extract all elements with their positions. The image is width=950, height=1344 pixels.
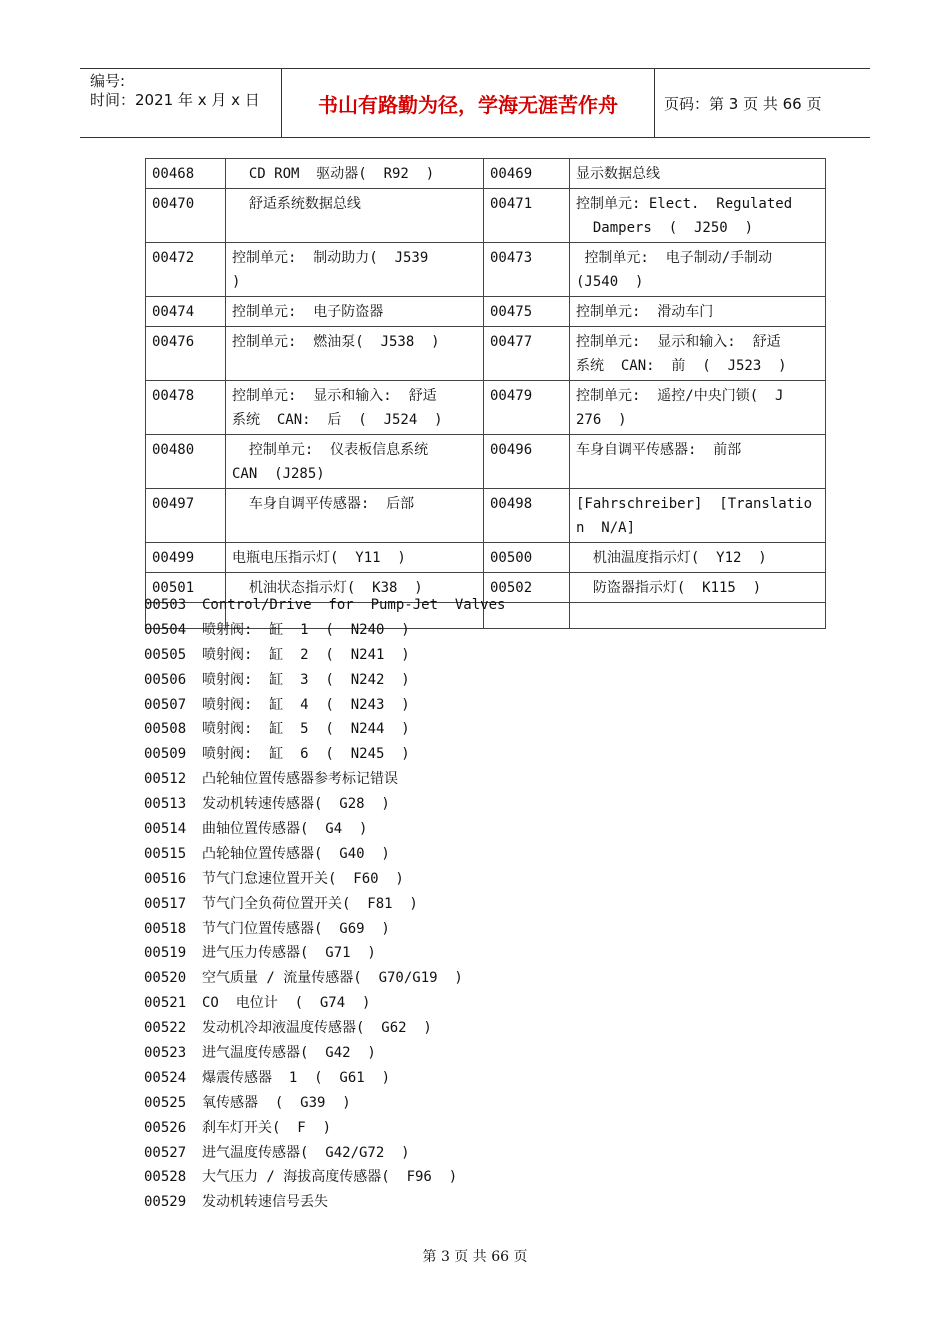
list-item [144, 1066, 505, 1091]
motto: 书山有路勤为径，学海无涯苦作舟 [282, 69, 655, 137]
list-item [144, 867, 505, 892]
number-label: 编号: [90, 72, 126, 90]
fault-code: 00504 [144, 621, 187, 638]
list-item [144, 643, 505, 668]
list-item [144, 742, 505, 767]
fault-description: 喷射阀: 缸 5 ( N244 ) [202, 721, 410, 738]
time-label: 时间：2021 年 x 月 x 日 [90, 91, 260, 109]
fault-description-cell: 控制单元: 电子防盗器 [226, 297, 484, 327]
fault-description-cell: [Fahrschreiber] [Translatio n N/A] [570, 489, 826, 543]
fault-description-cell: 控制单元: 滑动车门 [570, 297, 826, 327]
list-item [144, 892, 505, 917]
table-row [146, 297, 826, 327]
list-item [144, 1141, 505, 1166]
table-row [146, 381, 826, 435]
list-item [144, 941, 505, 966]
fault-description: 大气压力 / 海拔高度传感器( F96 ) [202, 1169, 458, 1186]
fault-description-cell: 机油状态指示灯( K38 ) [226, 573, 484, 603]
fault-description-cell: 防盗器指示灯( K115 ) [570, 573, 826, 603]
fault-description-cell: 控制单元: 显示和输入: 舒适 系统 CAN: 前 ( J523 ) [570, 327, 826, 381]
fault-description-cell: 舒适系统数据总线 [226, 189, 484, 243]
fault-code: 00503 [144, 597, 187, 613]
list-item [144, 917, 505, 942]
fault-description-cell: 电瓶电压指示灯( Y11 ) [226, 543, 484, 573]
fault-description-cell: 控制单元: 遥控/中央门锁( J 276 ) [570, 381, 826, 435]
list-item [144, 1091, 505, 1116]
fault-code: 00509 [144, 746, 187, 763]
fault-description: 爆震传感器 1 ( G61 ) [202, 1069, 391, 1086]
fault-description: 节气门位置传感器( G69 ) [202, 920, 390, 937]
fault-description: CO 电位计 ( G74 ) [202, 995, 371, 1012]
fault-code-cell: 00496 [484, 435, 570, 489]
fault-description: 发动机转速信号丢失 [202, 1194, 328, 1211]
fault-description: 喷射阀: 缸 3 ( N242 ) [202, 671, 410, 688]
fault-description: 进气压力传感器( G71 ) [202, 945, 376, 962]
fault-code-cell: 00478 [146, 381, 226, 435]
fault-description: 进气温度传感器( G42 ) [202, 1045, 376, 1062]
fault-description: 节气门怠速位置开关( F60 ) [202, 870, 404, 887]
list-item [144, 1041, 505, 1066]
fault-description-cell: 车身自调平传感器: 后部 [226, 489, 484, 543]
fault-description-cell: 控制单元: 仪表板信息系统 CAN (J285) [226, 435, 484, 489]
fault-code: 00514 [144, 821, 187, 838]
fault-code: 00515 [144, 845, 187, 862]
fault-code: 00519 [144, 945, 187, 962]
fault-code: 00521 [144, 995, 187, 1012]
fault-code-list [144, 593, 505, 1215]
list-item [144, 593, 505, 618]
fault-code-cell: 00477 [484, 327, 570, 381]
fault-description-cell: 控制单元: 显示和输入: 舒适 系统 CAN: 后 ( J524 ) [226, 381, 484, 435]
table-row [146, 327, 826, 381]
fault-code: 00529 [144, 1194, 187, 1211]
fault-code-cell: 00472 [146, 243, 226, 297]
fault-code: 00524 [144, 1069, 187, 1086]
list-item [144, 792, 505, 817]
list-item [144, 842, 505, 867]
table-row [146, 189, 826, 243]
list-item [144, 1190, 505, 1215]
fault-code: 00522 [144, 1020, 187, 1037]
fault-code: 00505 [144, 646, 187, 663]
fault-description-cell: 控制单元: 制动助力( J539 ) [226, 243, 484, 297]
table-row [146, 159, 826, 189]
list-item [144, 767, 505, 792]
fault-code-cell: 00468 [146, 159, 226, 189]
fault-code-table [145, 158, 826, 629]
fault-code: 00516 [144, 870, 187, 887]
list-item [144, 966, 505, 991]
fault-description-cell: 机油温度指示灯( Y12 ) [570, 543, 826, 573]
fault-description: 氧传感器 ( G39 ) [202, 1094, 351, 1111]
fault-code: 00520 [144, 970, 187, 987]
fault-code: 00507 [144, 696, 187, 713]
list-item [144, 668, 505, 693]
list-item [144, 693, 505, 718]
fault-code: 00513 [144, 796, 187, 813]
table-row [146, 543, 826, 573]
fault-description: 凸轮轴位置传感器参考标记错误 [202, 771, 398, 788]
list-item [144, 1016, 505, 1041]
page-footer: 第 3 页 共 66 页 [422, 1249, 528, 1265]
fault-code-cell: 00502 [484, 573, 570, 603]
fault-code: 00523 [144, 1045, 187, 1062]
fault-code-cell: 00501 [146, 573, 226, 603]
list-item [144, 1165, 505, 1190]
fault-code: 00512 [144, 771, 187, 788]
page-indicator: 页码：第 3 页 共 66 页 [664, 94, 822, 113]
fault-description: 喷射阀: 缸 2 ( N241 ) [202, 646, 410, 663]
table-row [146, 243, 826, 297]
fault-code: 00506 [144, 671, 187, 688]
fault-code: 00517 [144, 895, 187, 912]
fault-code-cell: 00475 [484, 297, 570, 327]
fault-code-cell: 00469 [484, 159, 570, 189]
fault-description-cell: CD ROM 驱动器( R92 ) [226, 159, 484, 189]
fault-code-cell: 00500 [484, 543, 570, 573]
page-header [80, 68, 870, 138]
fault-code: 00527 [144, 1144, 187, 1161]
list-item [144, 717, 505, 742]
fault-description-cell: 控制单元: 电子制动/手制动 (J540 ) [570, 243, 826, 297]
fault-code-cell: 00470 [146, 189, 226, 243]
fault-code: 00525 [144, 1094, 187, 1111]
list-item [144, 991, 505, 1016]
fault-code-cell: 00479 [484, 381, 570, 435]
fault-description: 喷射阀: 缸 1 ( N240 ) [202, 621, 410, 638]
fault-code-cell: 00473 [484, 243, 570, 297]
fault-description-cell: 控制单元: Elect. Regulated Dampers ( J250 ) [570, 189, 826, 243]
fault-description: 发动机转速传感器( G28 ) [202, 796, 390, 813]
fault-code: 00528 [144, 1169, 187, 1186]
table-row [146, 489, 826, 543]
fault-code: 00508 [144, 721, 187, 738]
list-item [144, 618, 505, 643]
list-item [144, 817, 505, 842]
fault-description-cell: 控制单元: 燃油泵( J538 ) [226, 327, 484, 381]
fault-code: 00526 [144, 1119, 187, 1136]
fault-description: 节气门全负荷位置开关( F81 ) [202, 895, 418, 912]
fault-description: 曲轴位置传感器( G4 ) [202, 821, 368, 838]
fault-description: 喷射阀: 缸 6 ( N245 ) [202, 746, 410, 763]
fault-description: 空气质量 / 流量传感器( G70/G19 ) [202, 970, 463, 987]
fault-description: 凸轮轴位置传感器( G40 ) [202, 845, 390, 862]
fault-description-cell: 车身自调平传感器: 前部 [570, 435, 826, 489]
fault-code-cell: 00471 [484, 189, 570, 243]
table-row [146, 435, 826, 489]
fault-description: 刹车灯开关( F ) [202, 1119, 332, 1136]
fault-code: 00518 [144, 920, 187, 937]
fault-description-cell [570, 603, 826, 629]
fault-description: Control/Drive for Pump-Jet Valves [202, 597, 506, 613]
fault-description: 进气温度传感器( G42/G72 ) [202, 1144, 410, 1161]
fault-description: 发动机冷却液温度传感器( G62 ) [202, 1020, 432, 1037]
fault-code-cell: 00476 [146, 327, 226, 381]
fault-code-cell: 00498 [484, 489, 570, 543]
fault-code-cell: 00474 [146, 297, 226, 327]
header-meta [80, 69, 282, 137]
fault-description-cell: 显示数据总线 [570, 159, 826, 189]
fault-description: 喷射阀: 缸 4 ( N243 ) [202, 696, 410, 713]
fault-code-cell: 00497 [146, 489, 226, 543]
fault-code-cell: 00480 [146, 435, 226, 489]
fault-code-cell: 00499 [146, 543, 226, 573]
list-item [144, 1116, 505, 1141]
